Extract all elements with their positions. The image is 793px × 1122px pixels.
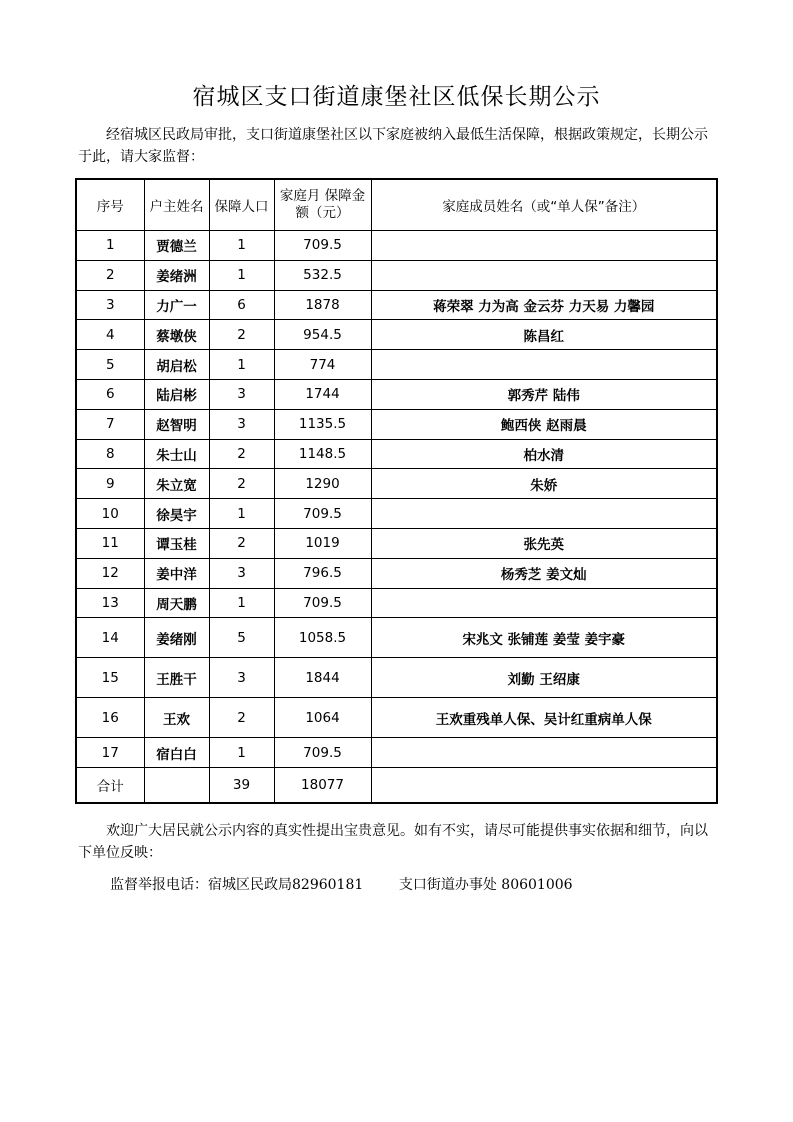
- cell-no: 10: [76, 499, 144, 529]
- cell-no: 16: [76, 698, 144, 738]
- cell-name: 姜绪刚: [144, 618, 209, 658]
- cell-members: [371, 738, 717, 768]
- cell-name: 赵智明: [144, 409, 209, 439]
- table-row: [76, 379, 717, 409]
- cell-name: 姜绪洲: [144, 260, 209, 290]
- cell-amount: 532.5: [274, 260, 371, 290]
- cell-name: 朱立宽: [144, 469, 209, 499]
- cell-members: [371, 350, 717, 380]
- cell-no: 13: [76, 588, 144, 618]
- cell-members: 刘勤 王绍康: [371, 658, 717, 698]
- table-row: [76, 499, 717, 529]
- cell-no: 12: [76, 558, 144, 588]
- table-row: [76, 618, 717, 658]
- table-row: [76, 588, 717, 618]
- cell-people: 1: [209, 499, 274, 529]
- cell-amount: 709.5: [274, 499, 371, 529]
- cell-name: 蔡墩侠: [144, 320, 209, 350]
- cell-no: 11: [76, 528, 144, 558]
- table-row: [76, 528, 717, 558]
- cell-people: 3: [209, 379, 274, 409]
- header-no: 序号: [76, 179, 144, 231]
- cell-no: 14: [76, 618, 144, 658]
- table-row: [76, 439, 717, 469]
- cell-name: 力广一: [144, 290, 209, 320]
- cell-name: 朱士山: [144, 439, 209, 469]
- cell-amount: 796.5: [274, 558, 371, 588]
- cell-people: 2: [209, 469, 274, 499]
- cell-members: 张先英: [371, 528, 717, 558]
- cell-amount: 1148.5: [274, 439, 371, 469]
- cell-people: 2: [209, 320, 274, 350]
- total-amount: 18077: [274, 768, 371, 804]
- cell-amount: 1058.5: [274, 618, 371, 658]
- total-no: 合计: [76, 768, 144, 804]
- cell-amount: 1019: [274, 528, 371, 558]
- cell-members: 鲍西侠 赵雨晨: [371, 409, 717, 439]
- total-name: [144, 768, 209, 804]
- table-row: [76, 409, 717, 439]
- cell-no: 3: [76, 290, 144, 320]
- cell-members: 陈昌红: [371, 320, 717, 350]
- cell-members: [371, 260, 717, 290]
- cell-name: 王胜干: [144, 658, 209, 698]
- cell-amount: 1744: [274, 379, 371, 409]
- cell-no: 5: [76, 350, 144, 380]
- table-row: [76, 658, 717, 698]
- table-row: [76, 260, 717, 290]
- cell-people: 3: [209, 558, 274, 588]
- cell-members: 郭秀芹 陆伟: [371, 379, 717, 409]
- recipients-table: [75, 178, 718, 804]
- cell-members: 朱娇: [371, 469, 717, 499]
- cell-people: 1: [209, 738, 274, 768]
- cell-members: [371, 499, 717, 529]
- cell-members: [371, 588, 717, 618]
- cell-amount: 709.5: [274, 231, 371, 261]
- cell-people: 1: [209, 588, 274, 618]
- table-row: [76, 698, 717, 738]
- cell-no: 4: [76, 320, 144, 350]
- table-row: [76, 738, 717, 768]
- cell-people: 6: [209, 290, 274, 320]
- total-people: 39: [209, 768, 274, 804]
- cell-amount: 1844: [274, 658, 371, 698]
- cell-people: 2: [209, 439, 274, 469]
- cell-amount: 954.5: [274, 320, 371, 350]
- cell-amount: 1878: [274, 290, 371, 320]
- cell-people: 1: [209, 350, 274, 380]
- cell-members: [371, 231, 717, 261]
- page-title: 宿城区支口街道康堡社区低保长期公示: [192, 84, 601, 110]
- cell-amount: 709.5: [274, 588, 371, 618]
- cell-people: 3: [209, 409, 274, 439]
- cell-amount: 709.5: [274, 738, 371, 768]
- intro-paragraph: 经宿城区民政局审批，支口街道康堡社区以下家庭被纳入最低生活保障，根据政策规定，长期公示于此，请大家监督：: [78, 127, 708, 165]
- cell-name: 徐昊宇: [144, 499, 209, 529]
- cell-people: 2: [209, 698, 274, 738]
- cell-people: 3: [209, 658, 274, 698]
- header-name: 户主姓名: [144, 179, 209, 231]
- cell-members: 宋兆文 张铺莲 姜莹 姜宇豪: [371, 618, 717, 658]
- cell-name: 周天鹏: [144, 588, 209, 618]
- cell-no: 8: [76, 439, 144, 469]
- cell-members: 蒋荣翠 力为高 金云芬 力天易 力馨园: [371, 290, 717, 320]
- cell-name: 宿白白: [144, 738, 209, 768]
- cell-name: 陆启彬: [144, 379, 209, 409]
- cell-amount: 1135.5: [274, 409, 371, 439]
- cell-people: 1: [209, 260, 274, 290]
- cell-no: 17: [76, 738, 144, 768]
- cell-no: 9: [76, 469, 144, 499]
- cell-no: 7: [76, 409, 144, 439]
- table-row: [76, 320, 717, 350]
- cell-no: 1: [76, 231, 144, 261]
- table-header-row: [76, 179, 717, 231]
- table-row: [76, 558, 717, 588]
- cell-amount: 1064: [274, 698, 371, 738]
- total-row: [76, 768, 717, 804]
- table-row: [76, 350, 717, 380]
- cell-members: 杨秀芝 姜文灿: [371, 558, 717, 588]
- cell-amount: 1290: [274, 469, 371, 499]
- cell-no: 6: [76, 379, 144, 409]
- cell-name: 贾德兰: [144, 231, 209, 261]
- header-amount: 家庭月 保障金额（元）: [274, 179, 371, 231]
- cell-people: 5: [209, 618, 274, 658]
- cell-name: 姜中洋: [144, 558, 209, 588]
- cell-no: 2: [76, 260, 144, 290]
- header-people: 保障人口: [209, 179, 274, 231]
- contact-line: 监督举报电话：宿城区民政局82960181 支口街道办事处 80601006: [110, 877, 573, 893]
- cell-no: 15: [76, 658, 144, 698]
- cell-people: 1: [209, 231, 274, 261]
- cell-name: 谭玉桂: [144, 528, 209, 558]
- header-members: 家庭成员姓名（或“单人保”备注）: [371, 179, 717, 231]
- cell-members: 王欢重残单人保、吴计红重病单人保: [371, 698, 717, 738]
- table-row: [76, 231, 717, 261]
- table-row: [76, 469, 717, 499]
- outro-paragraph: 欢迎广大居民就公示内容的真实性提出宝贵意见。如有不实，请尽可能提供事实依据和细节，向以下单位反映：: [78, 823, 708, 861]
- cell-name: 王欢: [144, 698, 209, 738]
- cell-members: 柏水清: [371, 439, 717, 469]
- total-members: [371, 768, 717, 804]
- cell-name: 胡启松: [144, 350, 209, 380]
- table-row: [76, 290, 717, 320]
- cell-people: 2: [209, 528, 274, 558]
- cell-amount: 774: [274, 350, 371, 380]
